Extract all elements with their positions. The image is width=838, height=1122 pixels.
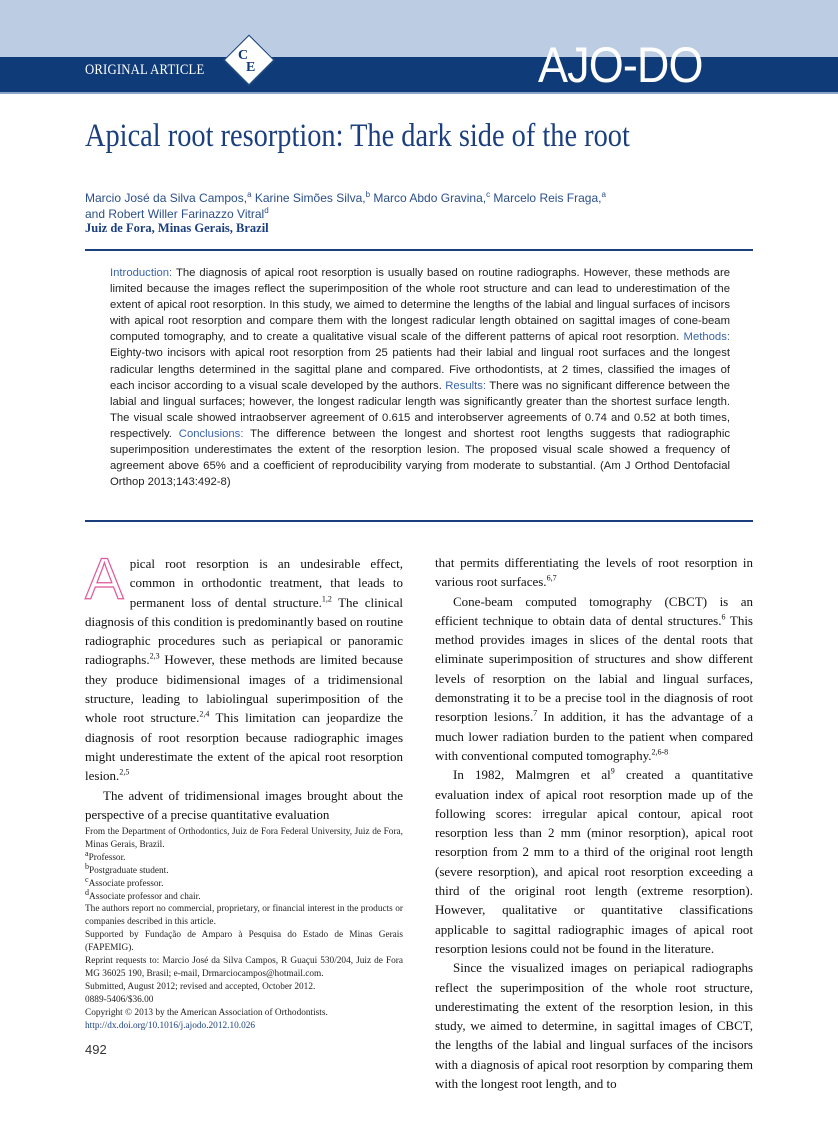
author-name: Marcelo Reis Fraga, xyxy=(490,191,602,205)
paragraph xyxy=(435,592,753,766)
body-column-left xyxy=(85,547,403,824)
footnote: Submitted, August 2012; revised and accepted, October 2012. xyxy=(85,981,316,992)
footnote: Supported by Fundação de Amparo à Pesquisa do Estado de Minas Gerais (FAPEMIG). xyxy=(85,930,403,954)
text-run: pical root resorption is an undesirable effect, common in orthodontic treatment, that leads to permanent loss of dental structure. xyxy=(129,556,403,610)
divider xyxy=(85,249,753,251)
citation-ref[interactable]: 7 xyxy=(533,709,538,719)
footnote: $^a$Professor. xyxy=(85,848,126,863)
journal-logo: AJO-DO xyxy=(538,37,703,93)
footnote: $^c$Associate professor. xyxy=(85,874,164,889)
footnote: $^b$Postgraduate student. xyxy=(85,861,169,876)
text-run: However, these methods are limited because they produce bidimensional images of a tridimensional structure, leading to labiolingual superimposition of the whole root structure. xyxy=(85,652,403,726)
abstract: Introduction: The diagnosis of apical root resorption is usually based on routine radiographs. However, these methods are limited because the images reflect the superimposition of the whole root structure and can lead to underestimation of the extent of apical root resorption. In this study, we aimed to determine the lengths of the labial and lingual surfaces of incisors with apical root resorption and compare them with the longest radicular length obtained on sagittal images of cone-beam computed tomography, and to create a qualitative visual scale of the different patterns of apical root resorption. Methods: Eighty-two incisors with apical root resorption from 25 patients had their labial and lingual root surfaces and the longest radicular lengths determined in the sagittal plane and compared. Five orthodontists, at 2 times, classified the images of each incisor according to a visual scale developed by the authors. Results: There was no significant difference between the labial and lingual surfaces; however, the longest radicular length was significantly greater than the shortest surface length. The visual scale showed intraobserver agreement of 0.615 and interobserver agreements of 0.74 and 0.52 at both times, respectively. Conclusions: The difference between the longest and shortest root lengths suggests that radiographic superimposition underestimates the extent of the resorption lesion. The proposed visual scale showed a frequency of agreement above 65% and a coefficient of reproducibility varying from moderate to substantial. (Am J Orthod Dentofacial Orthop 2013;143:492-8) xyxy=(110,267,730,489)
text-run: This method provides images in slices of the dental roots that eliminate superimposition of structures and show different levels of resorption on the labial and lingual surfaces, demonstrating it to be a precise tool in the diagnosis of root resorption lesions. xyxy=(435,612,753,725)
text-run: Cone-beam computed tomography (CBCT) is an efficient technique to obtain data of dental structures. xyxy=(435,593,753,628)
paragraph xyxy=(435,553,753,592)
page-number: 492 xyxy=(85,1042,107,1057)
citation-ref[interactable]: 9 xyxy=(610,766,615,776)
header-band-light xyxy=(0,0,838,57)
citation-ref[interactable]: 2,3 xyxy=(149,652,160,662)
text-run: created a quantitative evaluation index of apical root resorption made up of the following scores: irregular apical contour, apical root resorption less than 2 mm (minor resorption), apical root resorption from 2 mm to a third of the original root length (severe resorption), and apical root resorption exceeding a third of the original root length (extreme resorption). However, qualitative or quantitative classifications applicable to sagittal radiographic images of apical root resorption lesions could not be found in the literature. xyxy=(435,767,753,956)
author-name: and Robert Willer Farinazzo Vitral xyxy=(85,207,265,221)
text-run: This limitation can jeopardize the diagnosis of root resorption because radiographic images might underestimate the extent of the apical root resorption lesion. xyxy=(85,710,403,784)
article-title: Apical root resorption: The dark side of the root xyxy=(85,118,630,154)
author-name: Karine Simões Silva, xyxy=(251,191,366,205)
citation-ref[interactable]: 6,7 xyxy=(546,573,557,583)
citation-ref[interactable]: 2,5 xyxy=(119,767,130,777)
text-run: In 1982, Malmgren et al xyxy=(453,767,611,783)
citation-ref[interactable]: 2,6-8 xyxy=(651,747,669,757)
affiliation-mark: a xyxy=(247,190,252,199)
footnote: Copyright © 2013 by the American Association of Orthodontists. xyxy=(85,1007,328,1018)
paragraph xyxy=(435,765,753,958)
text-run: that permits differentiating the levels of root resorption in various root surfaces. xyxy=(435,555,753,590)
text-run: In addition, it has the advantage of a much lower radiation burden to the patient when compared with conventional computed tomography. xyxy=(435,709,753,763)
affiliation-mark: b xyxy=(365,190,371,199)
author-location: Juiz de Fora, Minas Gerais, Brazil xyxy=(85,221,269,235)
drop-cap: A xyxy=(85,547,124,612)
footnote: From the Department of Orthodontics, Juiz de Fora Federal University, Juiz de Fora, Minas Gerais, Brazil. xyxy=(85,827,403,850)
divider xyxy=(85,520,753,522)
section-label: ORIGINAL ARTICLE xyxy=(85,62,205,78)
citation-ref[interactable]: 6 xyxy=(721,612,726,622)
affiliation-mark: c xyxy=(486,190,491,199)
author-list xyxy=(85,190,705,222)
footnote: 0889-5406/$36.00 xyxy=(85,994,154,1005)
author-name: Marco Abdo Gravina, xyxy=(370,191,487,205)
footnote: The authors report no commercial, proprietary, or financial interest in the products or companies described in this article. xyxy=(85,904,403,928)
footnotes xyxy=(85,826,403,1033)
paragraph: Since the visualized images on periapical radiographs reflect the superimposition of the whole root structure, underestimating the extent of the resorption lesion, in this study, we aimed to determine, in sagittal images of CBCT, the lengths of the labial and lingual surfaces of the incisors with a diagnosis of apical root resorption by comparing them with the longest root length, and to xyxy=(435,960,753,1092)
affiliation-mark: d xyxy=(264,206,269,215)
paragraph xyxy=(85,547,403,786)
text-run: The clinical diagnosis of this condition is predominantly based on routine radiographic procedures such as periapical or panoramic radiographs. xyxy=(85,594,403,668)
citation-ref[interactable]: 2,4 xyxy=(199,710,210,720)
affiliation-mark: a xyxy=(601,190,606,199)
ce-badge-text: C E xyxy=(238,48,256,75)
citation-ref[interactable]: 1,2 xyxy=(321,594,332,604)
author-name: Marcio José da Silva Campos, xyxy=(85,191,248,205)
doi-link[interactable]: http://dx.doi.org/10.1016/j.ajodo.2012.10.026 xyxy=(85,1020,256,1031)
footnote: Reprint requests to: Marcio José da Silva Campos, R Guaçui 530/204, Juiz de Fora MG 36025 190, Brasil; e-mail, Drmarciocampos@hotmail.com. xyxy=(85,956,403,979)
body-column-right xyxy=(435,553,753,1093)
paragraph: The advent of tridimensional images brought about the perspective of a precise quantitative evaluation xyxy=(85,787,403,822)
footnote: $^d$Associate professor and chair. xyxy=(85,887,201,902)
